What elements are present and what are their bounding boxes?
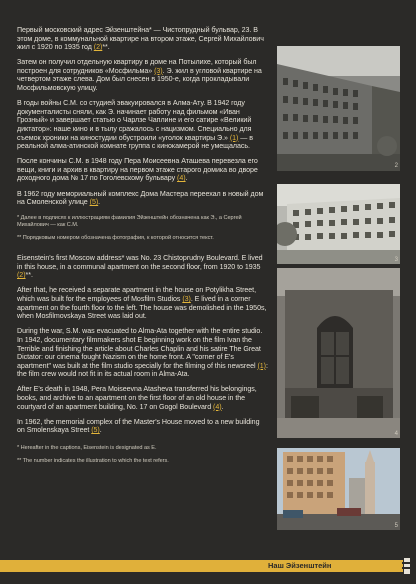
ru-p1-text: Первый московский адрес Эйзенштейна* — Чистопрудный бульвар, 23. В этом доме, в коммунальной квартире на втором этаже, Сергей Михайлович жил с 1920 по 1935 год (17, 26, 264, 52)
ru-p3-photo-ref[interactable]: (1) (229, 133, 239, 142)
en-footnote-2: ** The number indicates the illustration to which the text refers. (17, 458, 169, 465)
ru-paragraph-4 (17, 157, 269, 183)
photo-number-3: 3 (394, 257, 398, 263)
photo-number-5: 5 (394, 523, 398, 529)
ru-footnote-1: * Далее в подписях к иллюстрациям фамилия Эйзенштейн обозначена как Э., а Сергей Михайлович — как С.М. (17, 214, 242, 228)
en-p4-text: After E's death in 1948, Pera Moiseevna Atasheva transferred his belongings, books, and archive to an apartment on the first floor of an old house in the courtyard of an apartment building, No. 17 on Gogol Boulevard (17, 385, 257, 411)
en-p1-end: **. (25, 271, 33, 280)
en-p5-text: In 1962, the memorial complex of the Master's House moved to a new building on Smolenskaya Street (17, 417, 260, 435)
ru-p5-photo-ref[interactable]: (5) (89, 198, 99, 207)
photo-gogol-boulevard-image (277, 268, 400, 438)
ru-p1-end: **. (102, 43, 110, 52)
en-p4-photo-ref[interactable]: (4) (213, 402, 222, 411)
ru-paragraph-3 (17, 99, 269, 151)
en-p3-text: During the war, S.M. was evacuated to Alma-Ata together with the entire studio. In 1942, documentary filmmakers shot E beginning work on the film Ivan the Terrible and finishing the article about Charles Chaplin and his satire The Great Dictator: our cinema fought Nazism on the home front. A "corner of E's apartment" was built at the film studio specially for the filming of this newsreel (17, 327, 263, 370)
en-p1-text: Eisenstein's first Moscow address* was No. 23 Chistoprudny Boulevard. E lived in this house, in a communal apartment on the second floor, from 1920 to 1935 (17, 254, 263, 271)
ru-p1-photo-ref[interactable]: (2) (93, 43, 103, 52)
en-p2-end: . E lived in a corner apartment on the fourth floor to the left. The house was demolished in the 1950s, when Mosfilmovskaya Street was laid out. (17, 295, 267, 321)
photo-chistoprudny-house (277, 46, 400, 171)
en-paragraph-5 (17, 418, 269, 435)
ru-p4-text: После кончины С.М. в 1948 году Пера Моисеевна Аташева перевезла его вещи, книги и архив в квартиру на первом этаже старого домика во дворе доходного дома № 17 по Гоголевскому бульвару (17, 157, 258, 183)
photo-number-2: 2 (394, 163, 398, 169)
ru-paragraph-2 (17, 58, 269, 92)
photo-smolenskaya-image (277, 448, 400, 530)
en-p2-photo-ref[interactable]: (3) (182, 295, 191, 304)
footer-accent-bar (0, 560, 403, 572)
ru-p2-text: Затем он получил отдельную квартиру в доме на Потылихе, который был построен для сотрудников «Мосфильма» (17, 58, 257, 75)
ru-p4-end: . (185, 174, 188, 183)
en-paragraph-2 (17, 286, 269, 320)
photo-smolenskaya-house (277, 448, 400, 530)
en-footnote-1: * Hereafter in the captions, Eisenstein is designated as E. (17, 444, 157, 451)
photo-gogol-boulevard-house (277, 268, 400, 438)
ru-p5-end: . (98, 198, 101, 207)
footer-title: Наш Эйзенштейн (268, 561, 332, 570)
ru-p3-end: — в реальной алма-атинской комнате группа с кинокамерой не умещалась. (17, 133, 253, 151)
ru-p4-photo-ref[interactable]: (4) (177, 174, 186, 183)
ru-footnotes (17, 215, 269, 243)
page-footer (0, 560, 416, 584)
en-p5-end: . (99, 426, 102, 435)
en-footnotes (17, 445, 269, 466)
ru-footnote-2: ** Порядковым номером обозначена фотография, к которой относится текст. (17, 235, 214, 242)
photo-mosfilm-house (277, 184, 400, 264)
text-column (17, 26, 269, 475)
english-section (17, 254, 269, 465)
en-p2-text: After that, he received a separate apartment in the house on Potylikha Street, which was built for the employees of Mosfilm Studios (17, 286, 257, 304)
ru-p2-end: . Э. жил в угловой квартире на четвертом этаже слева. Дом был снесен в 1950-е, когда прокладывали Мосфильмовскую улицу. (17, 66, 262, 93)
photo-number-4: 4 (394, 431, 398, 437)
photo-chistoprudny-image (277, 46, 400, 171)
en-p4-end: . (221, 402, 224, 411)
en-paragraph-3 (17, 327, 269, 379)
photo-mosfilm-image (277, 184, 400, 264)
en-p1-photo-ref[interactable]: (2) (17, 271, 26, 280)
ru-paragraph-5 (17, 190, 269, 207)
ru-p5-text: В 1962 году мемориальный комплекс Дома Мастера переехал в новый дом на Смоленской улице (17, 189, 264, 207)
page-mark-icon (402, 558, 412, 574)
russian-section (17, 26, 269, 242)
en-p3-photo-ref[interactable]: (1) (257, 361, 266, 370)
ru-p3-text: В годы войны С.М. со студией эвакуировался в Алма-Ату. В 1942 году документалисты сняли, как Э. начинает работу над фильмом «Иван Грозный» и завершает статью о Чарлзе Чаплине и его сатире «Великий диктатор»: наше кино и в тылу сражалось с нацизмом. Специально для съемок хроники на киностудии обустроили «уголок квартиры Э.» (17, 99, 252, 142)
en-paragraph-1 (17, 254, 269, 280)
en-p5-photo-ref[interactable]: (5) (91, 426, 100, 435)
en-paragraph-4 (17, 385, 269, 411)
en-p3-end: : the film crew would not fit in its actual room in Alma-Ata. (17, 361, 268, 379)
ru-p2-photo-ref[interactable]: (3) (154, 66, 163, 75)
ru-paragraph-1 (17, 26, 269, 52)
